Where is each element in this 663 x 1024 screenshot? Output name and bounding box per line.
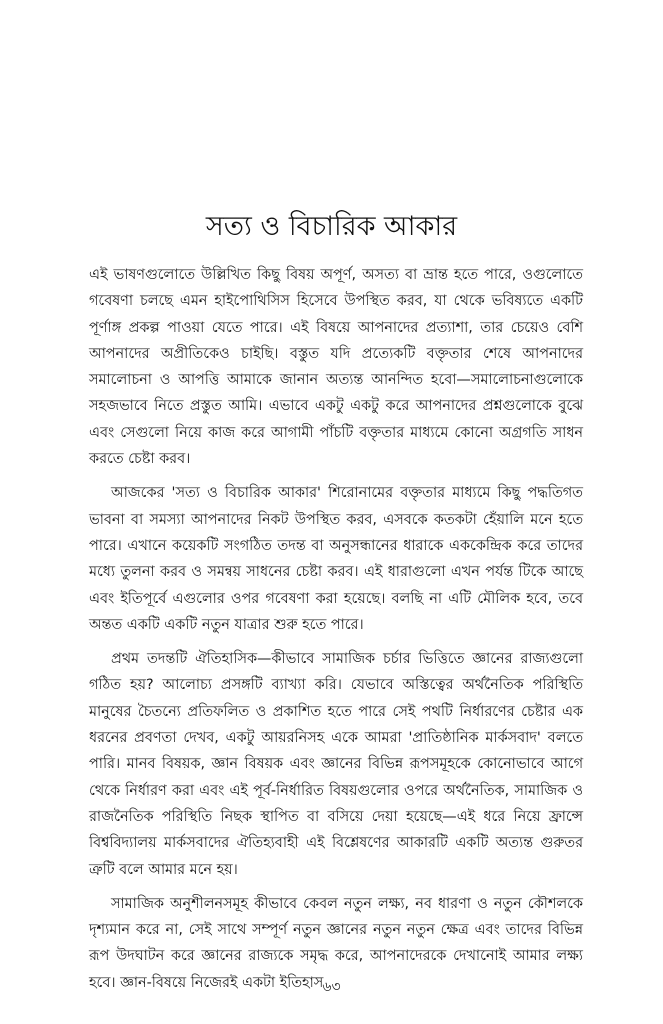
page-number: ৬৩ <box>322 979 341 995</box>
paragraph-4: সামাজিক অনুশীলনসমূহ কীভাবে কেবল নতুন লক্ষ্য, নব ধারণা ও নতুন কৌশলকে দৃশ্যমান করে না, সেই সাথে সম্পূর্ণ নতুন জ্ঞানের নতুন নতুন ক্ষেত্র এবং তাদের বিভিন্ন রূপ উদঘাটন করে জ্ঞানের রাজ্যকে সমৃদ্ধ করে, আপনাদেরকে দেখানোই আমার লক্ষ্য হবে। জ্ঞান-বিষয়ে নিজেরই একটা ইতিহাস <box>89 895 583 991</box>
paragraph-2: আজকের 'সত্য ও বিচারিক আকার' শিরোনামের বক্তৃতার মাধ্যমে কিছু পদ্ধতিগত ভাবনা বা সমস্যা আপনাদের নিকট উপস্থিত করব, এসবকে কতকটা হেঁয়ালি মনে হতে পারে। এখানে কয়েকটি সংগঠিত তদন্ত বা অনুসন্ধানের ধারাকে এককেন্দ্রিক করে তাদের মধ্যে তুলনা করব ও সমন্বয় সাধনের চেষ্টা করব। এই ধারাগুলো এখন পর্যন্ত টিকে আছে এবং ইতিপূর্বে এগুলোর ওপর গবেষণা করা হয়েছে। বলছি না এটি মৌলিক হবে, তবে অন্তত একটি একটি নতুন যাত্রার শুরু হতে পারে। <box>89 485 583 633</box>
chapter-title: সত্য ও বিচারিক আকার <box>205 211 458 242</box>
paragraph-1: এই ভাষণগুলোতে উল্লিখিত কিছু বিষয় অপূর্ণ, অসত্য বা ভ্রান্ত হতে পারে, ওগুলোতে গবেষণা চলছে এমন হাইপোথিসিস হিসেবে উপস্থিত করব, যা থেকে ভবিষ্যতে একটি পূর্ণাঙ্গ প্রকল্প পাওয়া যেতে পারে। এই বিষয়ে আপনাদের প্রত্যাশা, তার চেয়েও বেশি আপনাদের অপ্রীতিকেও চাইছি। বস্তুত যদি প্রত্যেকটি বক্তৃতার শেষে আপনাদের সমালোচনা ও আপত্তি আমাকে জানান অত্যন্ত আনন্দিত হবো—সমালোচনাগুলোকে সহজভাবে নিতে প্রস্তুত আমি। এভাবে একটু একটু করে আপনাদের প্রশ্নগুলোকে বুঝে এবং সেগুলো নিয়ে কাজ করে আগামী পাঁচটি বক্তৃতার মাধ্যমে কোনো অগ্রগতি সাধন করতে চেষ্টা করব। <box>89 267 583 468</box>
paragraph-3: প্রথম তদন্তটি ঐতিহাসিক—কীভাবে সামাজিক চর্চার ভিত্তিতে জ্ঞানের রাজ্যগুলো গঠিত হয়? আলোচ্য প্রসঙ্গটি ব্যাখ্যা করি। যেভাবে অস্তিত্বের অর্থনৈতিক পরিস্থিতি মানুষের চৈতন্যে প্রতিফলিত ও প্রকাশিত হতে পারে সেই পথটি নির্ধারণের চেষ্টার এক ধরনের প্রবণতা দেখব, একটু আয়রনিসহ একে আমরা 'প্রাতিষ্ঠানিক মার্কসবাদ' বলতে পারি। মানব বিষয়ক, জ্ঞান বিষয়ক এবং জ্ঞানের বিভিন্ন রূপসমূহকে কোনোভাবে আগে থেকে নির্ধারণ করা এবং এই পূর্ব-নির্ধারিত বিষয়গুলোর ওপরে অর্থনৈতিক, সামাজিক ও রাজনৈতিক পরিস্থিতি নিছক স্থাপিত বা বসিয়ে দেয়া হয়েছে—এই ধরে নিয়ে ফ্রান্সে বিশ্ববিদ্যালয় মার্কসবাদের ঐতিহ্যবাহী এই বিশ্লেষণের আকারটি একটি অত্যন্ত গুরুতর ত্রুটি বলে আমার মনে হয়। <box>89 651 583 878</box>
body-text <box>89 262 583 1004</box>
